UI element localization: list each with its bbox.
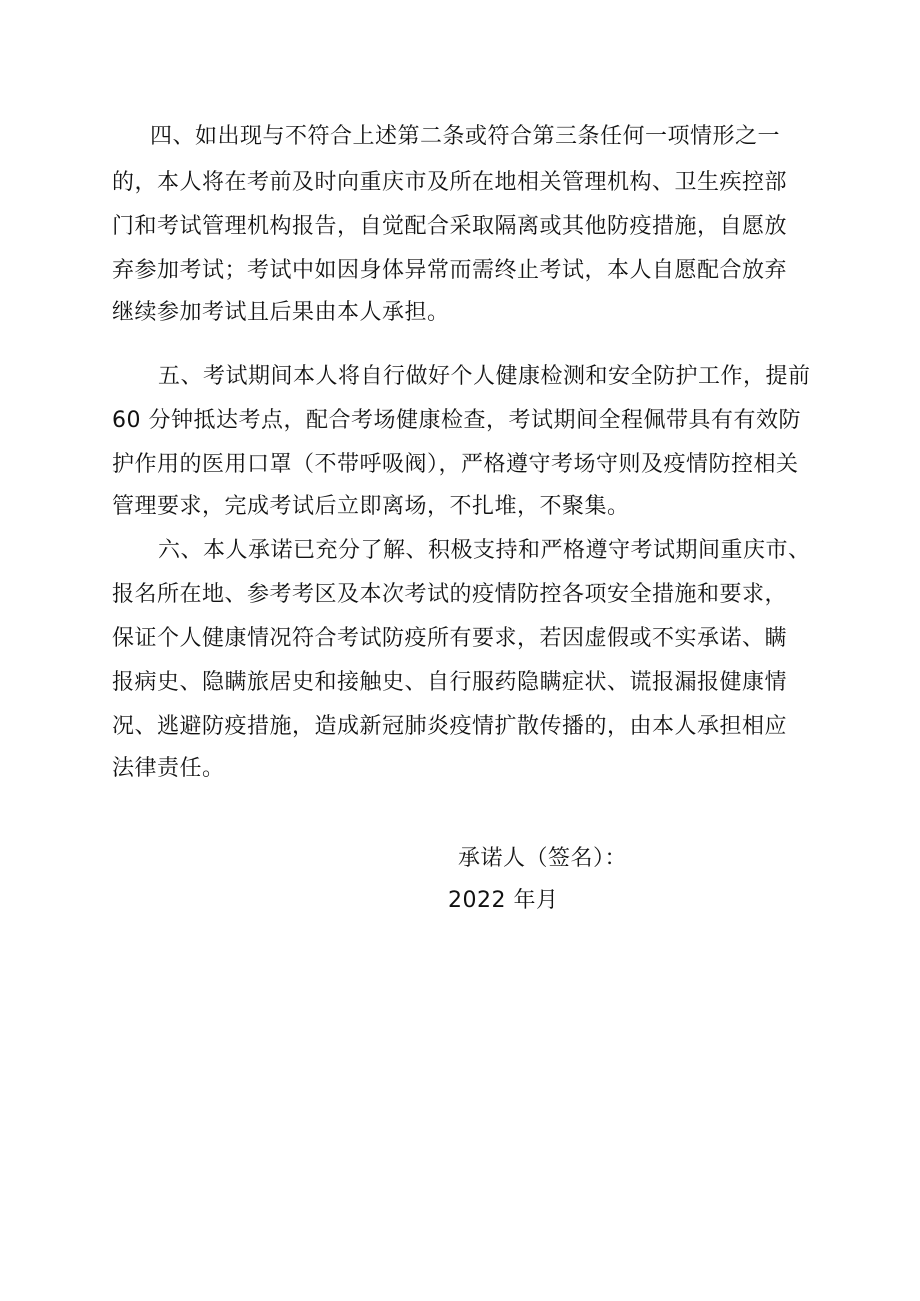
para5-line-4: 管理要求，完成考试后立即离场，不扎堆，不聚集。 xyxy=(112,494,630,519)
para4-line-2: 的，本人将在考前及时向重庆市及所在地相关管理机构、卫生疾控部 xyxy=(112,170,788,195)
para4-line-5: 继续参加考试且后果由本人承担。 xyxy=(112,300,450,325)
para4-line-4: 弃参加考试；考试中如因身体异常而需终止考试，本人自愿配合放弃 xyxy=(112,258,788,283)
para6-line-6: 法律责任。 xyxy=(112,756,225,781)
para6-line-4: 报病史、隐瞒旅居史和接触史、自行服药隐瞒症状、谎报漏报健康情 xyxy=(112,670,788,695)
para4-line-1: 四、如出现与不符合上述第二条或符合第三条任何一项情形之一 xyxy=(150,124,781,149)
date-label: 2022 年月 xyxy=(448,888,559,913)
para5-line-2: 60 分钟抵达考点，配合考场健康检查，考试期间全程佩带具有有效防 xyxy=(112,408,801,433)
para6-line-1: 六、本人承诺已充分了解、积极支持和严格遵守考试期间重庆市、 xyxy=(158,538,811,563)
para5-line-3: 护作用的医用口罩（不带呼吸阀），严格遵守考场守则及疫情防控相关 xyxy=(112,452,799,477)
para6-line-3: 保证个人健康情况符合考试防疫所有要求，若因虚假或不实承诺、瞒 xyxy=(112,626,788,651)
para6-line-2: 报名所在地、参考考区及本次考试的疫情防控各项安全措施和要求， xyxy=(112,582,788,607)
para5-line-1: 五、考试期间本人将自行做好个人健康检测和安全防护工作，提前 xyxy=(158,364,811,389)
para4-line-3: 门和考试管理机构报告，自觉配合采取隔离或其他防疫措施，自愿放 xyxy=(112,214,788,239)
signature-label: 承诺人（签名）： xyxy=(458,846,628,871)
para6-line-5: 况、逃避防疫措施，造成新冠肺炎疫情扩散传播的，由本人承担相应 xyxy=(112,714,788,739)
